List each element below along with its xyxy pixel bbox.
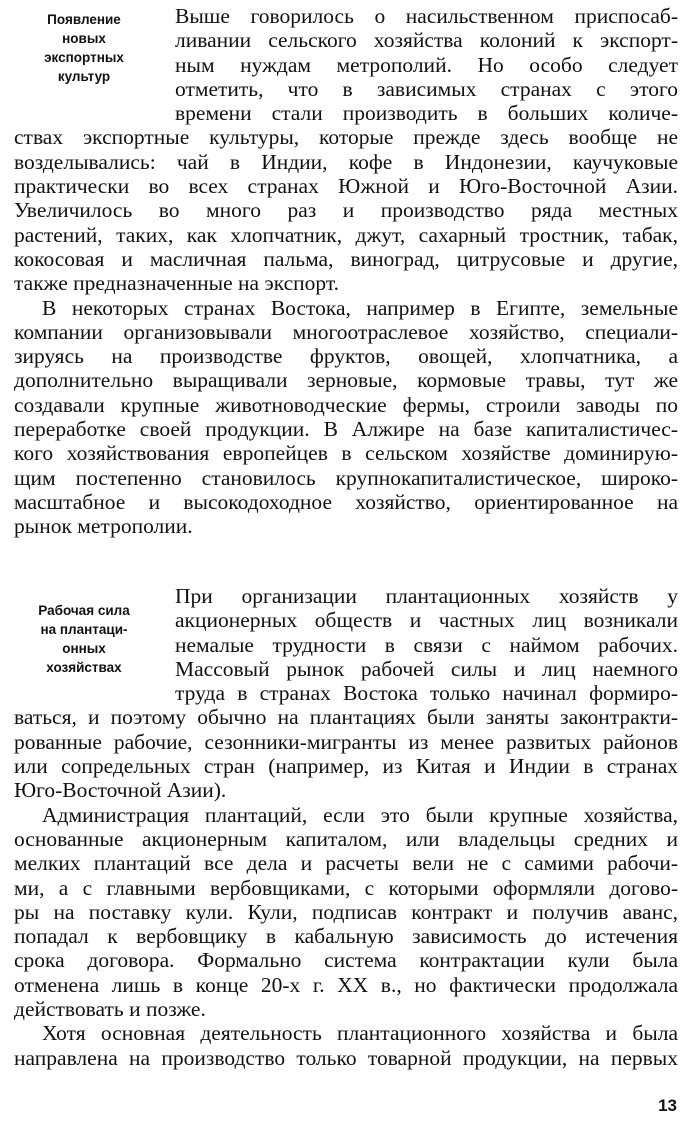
text-line: попадал к вербовщику в кабальную зависимость до истечения <box>14 924 678 949</box>
text-line: растений, таких, как хлопчатник, джут, сахарный тростник, табак, <box>14 222 678 247</box>
text-line: зируясь на производстве фруктов, овощей, хлопчатника, а <box>14 344 678 369</box>
side-heading-line: Рабочая сила <box>38 603 130 618</box>
side-heading-line: культур <box>57 69 111 84</box>
text-line: В некоторых странах Востока, например в Египте, земельные <box>42 295 678 320</box>
text-line: кого хозяйствования европейцев в сельском хозяйстве доминирую- <box>14 441 678 466</box>
text-line: кокосовая и масличная пальма, виноград, цитрусовые и другие, <box>14 246 678 271</box>
text-line: рынок метрополии. <box>14 514 193 539</box>
text-line: создавали крупные животноводческие фермы, строили заводы по <box>14 392 678 417</box>
text-line: ным нуждам метрополий. Но особо следует <box>175 52 678 77</box>
text-line: отметить, что в зависимых странах с этого <box>175 76 678 101</box>
text-line: Массовый рынок рабочей силы и лиц наемного <box>175 656 678 681</box>
section-1-text <box>14 4 678 539</box>
text-line: Увеличилось во много раз и производство ряда местных <box>14 198 678 223</box>
text-line: ми, а с главными вербовщиками, с которыми оформляли догово- <box>14 875 678 900</box>
text-line: ливании сельского хозяйства колоний к экспорт- <box>175 28 678 53</box>
text-line: направлена на производство только товарной продукции, на первых <box>14 1045 678 1070</box>
text-line: практически во всех странах Южной и Юго-Восточной Азии. <box>14 174 678 199</box>
section-2-text <box>14 584 678 1070</box>
paragraph-2 <box>14 296 678 539</box>
text-line: рованные рабочие, сезонники-мигранты из менее развитых районов <box>14 729 678 754</box>
text-line: акционерных обществ и частных лиц возникали <box>175 608 678 633</box>
text-line: отменена лишь в конце 20-х г. XX в., но фактически продолжала <box>14 972 678 997</box>
text-line: времени стали производить в больших количе- <box>175 101 678 126</box>
side-heading-line: экспортных <box>44 50 124 65</box>
text-line: Выше говорилось о насильственном приспосаб- <box>175 4 678 28</box>
paragraph-5 <box>14 1021 678 1070</box>
text-line: ствах экспортные культуры, которые прежде здесь вообще не <box>14 125 678 150</box>
text-line: переработке своей продукции. В Алжире на базе капиталистичес- <box>14 417 678 442</box>
side-heading-line: Появление <box>47 12 121 27</box>
text-line: масштабное и высокодоходное хозяйство, ориентированное на <box>14 489 678 514</box>
text-line: труда в странах Востока только начинал формиро- <box>175 681 678 706</box>
text-line: действовать и позже. <box>14 997 206 1022</box>
paragraph-4 <box>14 803 678 1022</box>
paragraph-3-narrow <box>14 584 678 705</box>
text-line: основанные акционерным капиталом, или владельцы средних и <box>14 826 678 851</box>
text-line: Хотя основная деятельность плантационного хозяйства и была <box>42 1021 678 1046</box>
text-line: Юго-Восточной Азии). <box>14 778 227 803</box>
paragraph-3-full <box>14 705 678 802</box>
paragraph-1-narrow <box>14 4 678 125</box>
text-line: также предназначенные на экспорт. <box>14 271 340 296</box>
text-line: компании организовывали многоотраслевое хозяйство, специали- <box>14 319 678 344</box>
side-heading-line: хозяйствах <box>46 660 122 675</box>
text-line: щим постепенно становилось крупнокапиталистическое, широко- <box>14 465 678 490</box>
paragraph-1-full <box>14 125 678 295</box>
text-line: дополнительно выращивали зерновые, кормовые травы, тут же <box>14 368 678 393</box>
side-heading-line: на плантаци- <box>40 622 128 637</box>
text-line: Администрация плантаций, если это были крупные хозяйства, <box>42 802 678 827</box>
side-heading-line: новых <box>62 31 106 46</box>
page-number: 13 <box>658 1096 677 1115</box>
text-line: ры на поставку кули. Кули, подписав контракт и получив аванс, <box>14 899 678 924</box>
text-line: При организации плантационных хозяйств у <box>175 584 678 608</box>
side-heading-line: онных <box>62 641 106 656</box>
text-line: или сопредельных стран (например, из Китая и Индии в странах <box>14 754 678 779</box>
text-line: мелких плантаций все дела и расчеты вели не с самими рабочи- <box>14 851 678 876</box>
text-line: ваться, и поэтому обычно на плантациях были заняты законтракти- <box>14 705 678 730</box>
text-line: немалые трудности в связи с наймом рабочих. <box>175 632 678 657</box>
text-line: возделывались: чай в Индии, кофе в Индонезии, каучуковые <box>14 149 678 174</box>
text-line: срока договора. Формально система контрактации кули была <box>14 948 678 973</box>
